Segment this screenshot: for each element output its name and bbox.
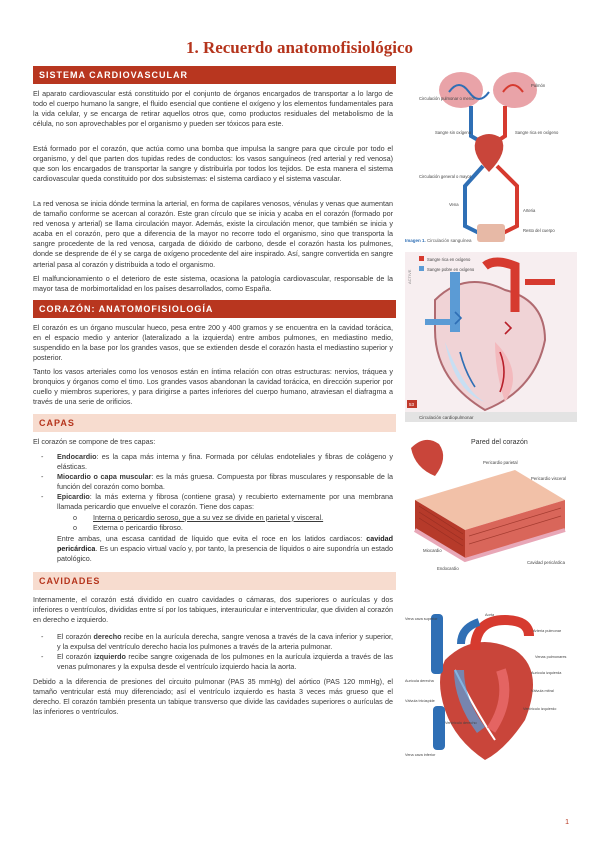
label-ventriculo-izquierdo: Ventrículo izquierdo bbox=[523, 707, 557, 711]
capa-term: Miocardio o capa muscular bbox=[57, 472, 152, 482]
label-sangre-sin: Sangre sin oxígeno bbox=[435, 130, 472, 135]
circulation-caption bbox=[405, 238, 472, 243]
wall-title: Pared del corazón bbox=[471, 439, 528, 446]
figure-badge: 53 bbox=[409, 402, 415, 407]
cardio-paragraph-4: El malfuncionamiento o el deterioro de este sistema, ocasiona la patología cardiovascular, responsable de la mayor tasa de morbimortalidad en los países desarrollados, como España. bbox=[33, 274, 393, 294]
page-title: 1. Recuerdo anatomofisiológico bbox=[185, 38, 414, 57]
cardiopulmonary-figure bbox=[405, 252, 577, 422]
label-pericardio-visceral: Pericardio visceral bbox=[531, 476, 567, 481]
label-ventriculo-derecho: Ventrículo derecho bbox=[445, 721, 477, 725]
cardio-paragraph-2: Está formado por el corazón, que actúa como una bomba que impulsa la sangre para que circule por todo el organismo, y del que parten dos tupidas redes de conductos: los vasos sanguíneos (red arterial y red venosa) que son los encargados de transportar la sangre y distribuirla por todos los tejidos. De esta manera el sistema cardiovascular queda constituido por dos subsistemas: el sistema cardiaco y el sistema vascular. bbox=[33, 144, 393, 184]
item-text: El corazón bbox=[57, 652, 94, 662]
cavidades-intro: Internamente, el corazón está dividido en cuatro cavidades o cámaras, dos superiores o aurículas y dos inferiores o ventrículos, divididas entre sí por los tabiques, interauricular e interventricular, que dividen al corazón en derecho e izquierdo. bbox=[33, 595, 393, 625]
lung-left bbox=[439, 72, 483, 108]
label-miocardio: Miocardio bbox=[423, 548, 442, 553]
heart-body bbox=[440, 642, 533, 760]
caption-text: Circulación sanguínea bbox=[427, 238, 472, 243]
label-auricula-derecha: Aurícula derecha bbox=[405, 679, 434, 683]
label-arteria-pulmonar: Arteria pulmonar bbox=[533, 629, 562, 633]
list-item: o Interna o pericardio seroso, que a su vez se divide en parietal y visceral. bbox=[73, 512, 324, 522]
side-text: ACTIVE bbox=[407, 269, 412, 284]
circulation-diagram bbox=[405, 66, 577, 248]
label-circ-mayor: Circulación general o mayor bbox=[419, 174, 472, 179]
item-term: derecho bbox=[93, 632, 122, 641]
section-heading-capas: CAPAS bbox=[33, 414, 396, 432]
capas-intro: El corazón se compone de tres capas: bbox=[33, 437, 156, 446]
section-heading-cavidades: CAVIDADES bbox=[33, 572, 396, 590]
label-vena-cava-superior: Vena cava superior bbox=[405, 617, 438, 621]
note-term: cavidad pericárdica bbox=[57, 534, 393, 554]
label-valvula-tricuspide: Válvula tricúspide bbox=[405, 699, 435, 703]
section-heading-cardiovascular: SISTEMA CARDIOVASCULAR bbox=[33, 66, 396, 84]
pericardio-sublist bbox=[57, 513, 393, 533]
corazon-paragraph-1: El corazón es un órgano muscular hueco, pesa entre 200 y 400 gramos y se encuentra en la cavidad torácica, en el espacio medio y anterior (lateralizado a la izquierda) entre ambos pulmones, en mediastino medio, suspendido en la base por los grandes vasos, que se extienden desde el corazón hasta el mediastino superior y posterior. bbox=[33, 323, 393, 363]
note-text: Entre ambas, una escasa cantidad de líquido que evita el roce en los latidos cardiacos: bbox=[57, 534, 367, 543]
circulation-figure bbox=[405, 66, 577, 248]
cavidades-paragraph-end: Debido a la diferencia de presiones del circuito pulmonar (PAS 35 mmHg) del aórtico (PAS 120 mmHg), el tamaño ventricular está muy diferenciado; así el ventrículo izquierdo es hasta 3 veces más grueso que el derecho. El corazón también presenta un tabique transverso que divide las cavidades superiores o aurículas de las inferiores o ventrículos. bbox=[33, 677, 393, 717]
label-circ-menor: Circulación pulmonar o menor bbox=[419, 96, 475, 101]
cardio-paragraph-3: La red venosa se inicia dónde termina la arterial, en forma de capilares venosos, vénulas y venas que aumentan de tamaño conforme se acercan al corazón. Este gran círculo que se inicia y acaba en el corazón (formado por red venosa y arterial) se llama circulación mayor. Además, existe la circulación menor, que también se inicia y acaba en el corazón, pero que a diferencia de la mayor no recorre todo el organismo, sino que transporta la sangre procedente de la red venosa, cargada de dióxido de carbono, desde el corazón hasta los pulmones, donde se desprende de él y se carga de oxígeno procedente del aire inspirado. Así, sangre convertida en sangre arterial pasa al corazón y distribuida a todo el organismo. bbox=[33, 199, 393, 269]
label-pericardio-parietal: Pericardio parietal bbox=[483, 460, 518, 465]
item-term: izquierdo bbox=[93, 652, 126, 662]
cavidades-list bbox=[33, 632, 393, 672]
capas-note bbox=[57, 534, 393, 564]
caption-label: Imagen 1. bbox=[405, 238, 426, 243]
capa-term: Epicardio bbox=[57, 492, 90, 502]
list-item: - Epicardio: la más externa y fibrosa (contiene grasa) y recubierto externamente por una membrana llamada pericardio que envuelve el corazón. Tiene dos capas: o Interna o pericardio seroso, que a su vez se divide en parietal y visceral. o Externa o pericardio fibroso. bbox=[41, 492, 393, 532]
label-pulmon: Pulmón bbox=[531, 83, 546, 88]
label-valvula-mitral: Válvula mitral bbox=[531, 689, 554, 693]
heart-wall-diagram bbox=[405, 430, 577, 590]
item-text: recibe en la aurícula derecha, sangre venosa a través de la cava inferior y superior, y la expulsa del ventrículo derecho hacia los pulmones a través de la arteria pulmonar. bbox=[57, 632, 393, 652]
note-text: . Es un espacio virtual vacío y, por tanto, la presencia de líquidos o aire supondría un estado patológico. bbox=[57, 544, 393, 564]
sub-text: Interna o pericardio seroso, que a su vez se divide en parietal y visceral. bbox=[93, 512, 324, 522]
small-heart bbox=[411, 440, 443, 476]
item-text: El corazón bbox=[57, 632, 94, 641]
label-venas-pulmonares: Venas pulmonares bbox=[535, 655, 567, 659]
capa-text: : es la capa más interna y fina. Formada por células endoteliales y fibras de colágeno y elásticas. bbox=[57, 452, 393, 472]
list-item: - El corazón izquierdo recibe sangre oxigenada de los pulmones en la aurícula izquierda a través de las venas pulmonares y la expulsa desde el ventrículo izquierdo hacia la aorta. bbox=[41, 652, 393, 672]
list-item: o Externa o pericardio fibroso. bbox=[73, 522, 183, 532]
legend-oxygen-rich: Sangre rica en oxígeno bbox=[427, 257, 471, 262]
list-item: - Miocardio o capa muscular: es la más gruesa. Compuesta por fibras musculares y responsable de la función del corazón como bomba. bbox=[41, 472, 393, 492]
legend-swatch-blue bbox=[419, 266, 424, 271]
label-auricula-izquierda: Aurícula izquierda bbox=[531, 671, 562, 675]
list-item: - Endocardio: es la capa más interna y fina. Formada por células endoteliales y fibras de colágeno y elásticas. bbox=[41, 452, 393, 472]
section-heading-corazon: CORAZÓN: ANATOMOFISIOLOGÍA bbox=[33, 300, 396, 318]
capa-text: : la más externa y fibrosa (contiene grasa) y recubierto externamente por una membrana llamada pericardio que envuelve el corazón. Tiene dos capas: bbox=[57, 492, 393, 512]
cardiopulmonary-diagram bbox=[405, 252, 577, 422]
label-endocardio: Endocardio bbox=[437, 566, 459, 571]
list-item: - El corazón derecho recibe en la aurícula derecha, sangre venosa a través de la cava inferior y superior, y la expulsa del ventrículo derecho hacia los pulmones a través de la arteria pulmonar. bbox=[41, 632, 393, 652]
label-resto: Resto del cuerpo bbox=[523, 228, 555, 233]
label-cavidad-pericardica: Cavidad pericárdica bbox=[527, 560, 565, 565]
capa-term: Endocardio bbox=[57, 452, 97, 461]
body-capillary-box bbox=[477, 224, 505, 242]
heart-chambers-figure bbox=[405, 610, 577, 760]
label-aorta: Aorta bbox=[485, 613, 495, 617]
page-number: 1 bbox=[565, 819, 569, 826]
cardio-paragraph-1: El aparato cardiovascular está constituido por el conjunto de órganos encargados de transportar a lo largo de todo el cuerpo humano la sangre, el fluido esencial que contiene el oxígeno y los elementos fundamentales para la vida celular, y se encarga de retirar aquellos otros que, como productos residuales del metabolismo de la célula, no son aprovechables por el organismo y pueden ser tóxicos para este. bbox=[33, 89, 393, 129]
corazon-paragraph-2: Tanto los vasos arteriales como los venosos están en íntima relación con otras estructuras: nervios, tráquea y bronquios y órganos como el timo. Los grandes vasos abandonan la cavidad torácica, en dirección superior por cuello y miembros superiores, y para dirigirse a partes inferiores del cuerpo humano, atraviesan el diafragma a través de una serie de orificios. bbox=[33, 367, 393, 407]
item-text: recibe sangre oxigenada de los pulmones en la aurícula izquierda a través de las venas pulmonares y la expulsa desde el ventrículo izquierdo hacia la aorta. bbox=[57, 652, 393, 672]
legend-oxygen-poor: Sangre pobre en oxígeno bbox=[427, 267, 475, 272]
label-vena: Vena bbox=[449, 202, 459, 207]
cardiac-caption: Circulación cardiopulmonar bbox=[419, 415, 474, 420]
sub-text: Externa o pericardio fibroso. bbox=[93, 522, 183, 532]
capa-text: : es la más gruesa. Compuesta por fibras musculares y responsable de la función del corazón como bomba. bbox=[57, 472, 393, 492]
legend-swatch-red bbox=[419, 256, 424, 261]
lung-right bbox=[493, 72, 537, 108]
label-vena-cava-inferior: Vena cava inferior bbox=[405, 753, 436, 757]
label-arteria: Arteria bbox=[523, 208, 536, 213]
heart-wall-figure bbox=[405, 430, 577, 590]
capas-list bbox=[33, 452, 393, 533]
label-sangre-rica: Sangre rica en oxígeno bbox=[515, 130, 559, 135]
heart-chambers-diagram bbox=[405, 610, 577, 760]
